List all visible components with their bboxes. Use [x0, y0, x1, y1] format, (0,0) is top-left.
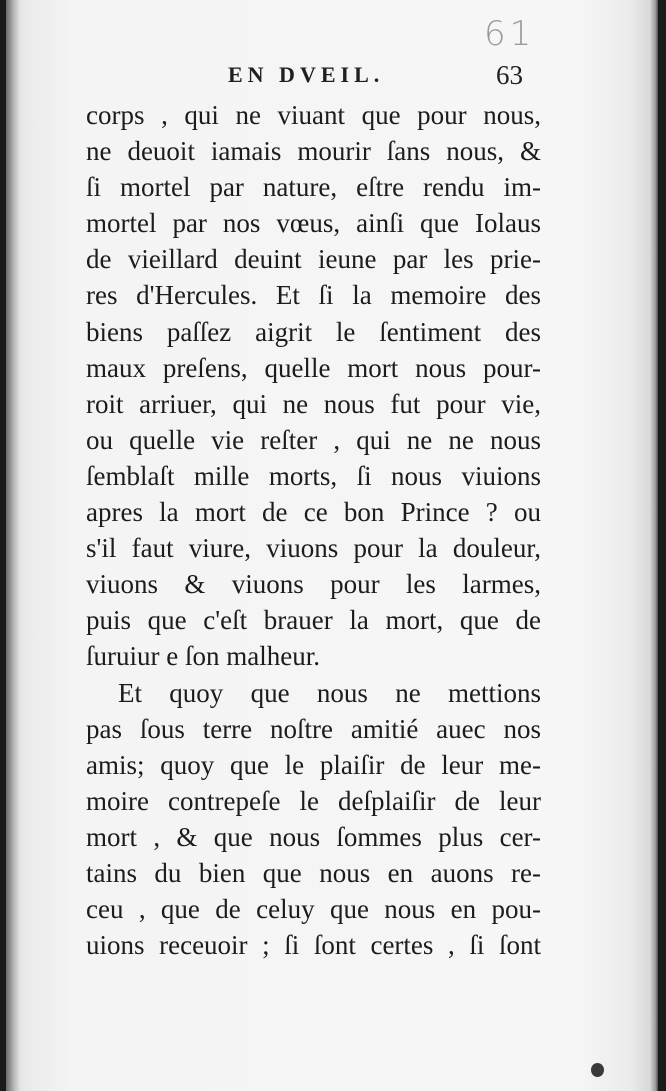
text-line: ceu , que de celuy que nous en pou- [86, 894, 541, 925]
text-line: de vieillard deuint ieune par les prie- [86, 244, 541, 275]
text-line: mort , & que nous ſommes plus cer- [86, 821, 541, 852]
ink-blot [591, 1063, 604, 1077]
text-line: amis; quoy que le plaiſir de leur me- [86, 749, 541, 780]
text-line: puis que c'eſt brauer la mort, que de [86, 605, 541, 636]
text-line: apres la mort de ce bon Prince ? ou [86, 497, 541, 528]
text-line: ſuruiur e ſon malheur. [86, 641, 320, 672]
text-line: tains du bien que nous en auons re- [86, 857, 541, 888]
text-line: res d'Hercules. Et ſi la memoire des [86, 280, 541, 311]
text-line: viuons & viuons pour les larmes, [86, 569, 541, 600]
page-number: 63 [496, 60, 523, 90]
text-line: maux preſens, quelle mort nous pour- [86, 352, 541, 383]
text-line: s'il faut viure, viuons pour la douleur, [86, 533, 541, 564]
text-line: mortel par nos vœus, ainſi que Iolaus [86, 208, 541, 239]
text-line: roit arriuer, qui ne nous fut pour vie, [86, 388, 541, 419]
running-head: EN DVEIL. [228, 62, 385, 87]
text-line: ou quelle vie reſter , qui ne ne nous [86, 424, 541, 455]
text-line: corps , qui ne viuant que pour nous, [86, 100, 541, 130]
text-line: pas ſous terre noſtre amitié auec nos [86, 713, 541, 744]
text-line: uions receuoir ; ſi ſont certes , ſi ſont [86, 930, 541, 961]
text-line: biens paſſez aigrit le ſentiment des [86, 316, 541, 347]
page-edge [650, 0, 658, 1091]
gutter-shadow [6, 0, 20, 1091]
book-page [6, 0, 658, 1091]
handwritten-folio-number: 61 [484, 14, 536, 54]
body-text [86, 97, 541, 963]
text-line: ne deuoit iamais mourir ſans nous, & [86, 136, 541, 167]
text-line: ſemblaſt mille morts, ſi nous viuions [86, 460, 541, 491]
text-line: moire contrepeſe le deſplaiſir de leur [86, 785, 541, 816]
paragraph-start-line: Et quoy que nous ne mettions [118, 677, 541, 708]
text-line: ſi mortel par nature, eſtre rendu im- [86, 172, 541, 203]
